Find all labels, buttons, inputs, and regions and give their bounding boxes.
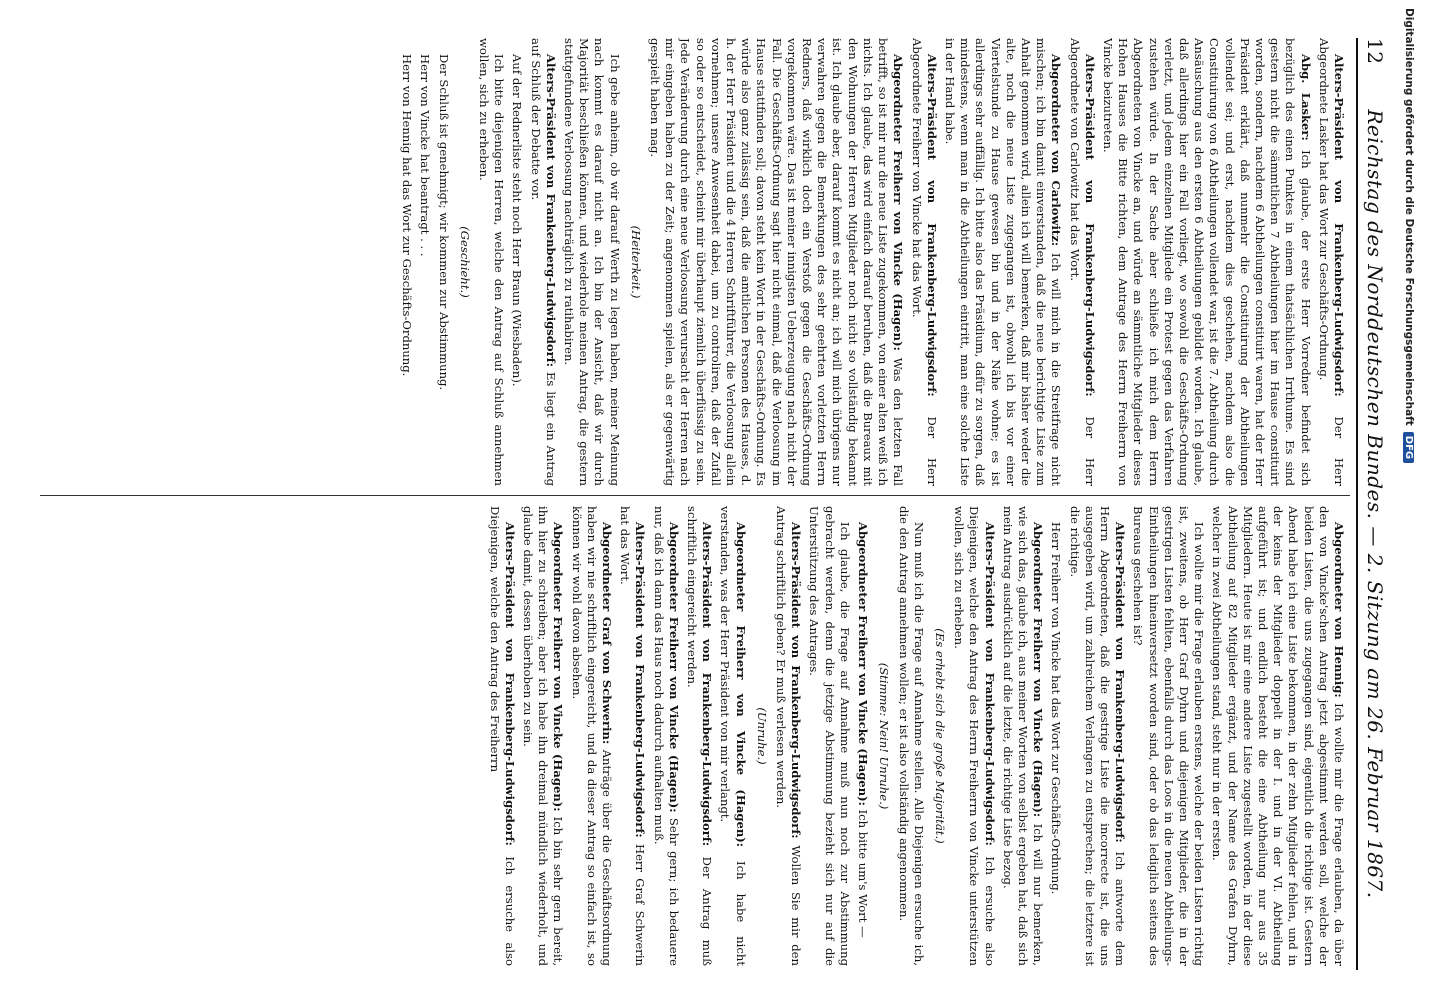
stage-direction: (Unruhe.) (754, 707, 769, 765)
speech-text: Der Antrag muß schriftlich eingereicht werden. (685, 506, 715, 966)
speech-paragraph (1066, 506, 1127, 966)
speech-paragraph (417, 38, 432, 486)
stage-direction: (Stimme: Nein! Unruhe.) (877, 662, 892, 810)
speech-text: Ich habe nicht verstanden, was der Herr Präsident von mir verlangt. (718, 506, 748, 966)
speech-text: Ich will nur bemerken, wie sich das, glaube ich, aus meiner Worten von selbst ergeben hat, daß sich mein Antrag ausdrücklich auf die letzte, die richtige Liste bezog. (1000, 506, 1046, 966)
speech-text: Sehr gern; ich bedauere nur, daß ich dann das Haus noch dadurch aufhalten muß. (651, 506, 681, 966)
speaker-name: Abgeordneter Freiherr von Vincke (Hagen): (891, 54, 906, 351)
speech-paragraph (1066, 38, 1096, 486)
speech-paragraph (895, 506, 925, 966)
speech-text: Ich bitte diejenigen Herren, welche den Antrag auf Schluß annehmen wollen, sich zu erheben. (477, 38, 507, 486)
speech-text: Der Schluß ist genehmigt; wir kommen zur Abstimmung. (436, 54, 451, 391)
speech-paragraph (509, 38, 524, 486)
stage-direction: (Heiterkeit.) (628, 225, 643, 299)
speaker-name: Abgeordneter Freiherr von Vincke (Hagen): (733, 522, 748, 848)
speech-paragraph (1100, 38, 1313, 486)
speaker-name: Abg. Lasker: (1298, 54, 1313, 141)
speech-paragraph (908, 38, 938, 486)
speech-paragraph (399, 38, 414, 486)
speech-text: Es liegt ein Antrag auf Schluß der Debatte vor. (528, 38, 558, 486)
speech-text: Ich bitte um's Wort — (856, 809, 871, 938)
speaker-name: Abgeordneter von Hennig: (1332, 522, 1346, 698)
speaker-name: Alters-Präsident von Frankenberg-Ludwigsdorf: (1082, 54, 1097, 397)
speech-text: Ich glaube, der erste Herr Vorredner befindet sich bezüglich des einen Punktes in einem thatsächlichen Irrthume. Es sind gestern nicht die sämmtlichen 7 Abtheilungen hier im Hause constituirt worden, sondern, nachdem 6 Abtheilungen constituirt waren, hat der Herr Präsident erklärt, daß nunmehr die Constituirung der Abtheilungen vollendet sei; und erst, nachdem dies geschehen, nachdem also die Constituirung von 6 Abtheilungen vollendet war, ist die 7. Abtheilung durch Ansäuschung aus den ersten 6 Abtheilungen gebildet worden. Ich glaube, daß allerdings hier ein Fall vorliegt, wo sowohl die Geschäfts-Ordnung verletzt, und jedem einzelnen Mitgliede ein Protest gegen das Verfahren zustehen würde. In der Sache aber schließe ich mich dem Herrn Abgeordneten von Vincke an, und würde an sämmtliche Mitglieder dieses Hohen Hauses die Bitte richten, dem Antrage des Herrn Freiherrn von Vincke beizutreten. (1100, 38, 1313, 486)
speech-paragraph (486, 506, 516, 966)
speaker-name: Abgeordneter von Carlowitz: (1049, 54, 1064, 247)
speaker-name: Alters-Präsident von Frankenberg-Ludwigsdorf: (543, 54, 558, 367)
speech-text: Ich bin sehr gern bereit, ihn hier zu schreiben; aber ich habe ihn dreimal mündlich wiederholt, und glaube damit, dessen überhoben zu sein. (521, 506, 566, 966)
speech-paragraph (684, 506, 714, 966)
page-header (1356, 38, 1392, 970)
speech-paragraph (650, 506, 680, 966)
speech-paragraph (1130, 506, 1206, 966)
speaker-name: Abgeordneter Graf von Schwerin: (600, 522, 615, 745)
speech-text: Der Herr Abgeordnete Freiherr von Vincke hat das Wort. (909, 38, 939, 486)
speaker-name: Alters-Präsident von Frankenberg-Ludwigsdorf: (502, 522, 517, 846)
text-column-left (30, 38, 1346, 486)
speech-paragraph (435, 38, 450, 486)
speech-paragraph (1000, 506, 1046, 966)
speech-text: Ich ersuche also Diejenigen, welche den Antrag des Freiherrn (487, 506, 517, 966)
speech-text: Ich gebe anheim, ob wir darauf Werth zu legen haben, meiner Meinung nach kommt es darauf nicht an. Ich bin der Ansicht, daß wir durch Majorität beschließen können, und wiederhole meinen Antrag, die gestern stattgefundene Verloosung nachträglich zu ratihabiren. (562, 38, 622, 486)
page-title: Reichstag des Norddeutschen Bundes. — 2. Sitzung am 26. Februar 1867. (1363, 109, 1387, 899)
stage-direction: (Geschieht.) (457, 226, 472, 298)
speaker-name: Alters-Präsident von Frankenberg-Ludwigsdorf: (700, 522, 715, 847)
speech-paragraph (806, 506, 852, 966)
speaker-name: Alters-Präsident von Frankenberg-Ludwigsdorf: (633, 522, 648, 838)
speech-text: Nun muß ich die Frage auf Annahme stellen. Alle Diejenigen ersuche ich, die den Antrag annehmen wollen; er ist also vollständig angenommen. (896, 506, 926, 966)
speaker-name: Abgeordneter Freiherr von Vincke (Hagen): (856, 522, 871, 806)
digitization-credit (1398, 8, 1420, 998)
speech-paragraph (476, 38, 506, 486)
stage-direction: (Es erhebt sich die große Majorität.) (932, 628, 947, 844)
speaker-name: Alters-Präsident von Frankenberg-Ludwigsdorf: (924, 54, 939, 397)
speech-paragraph (520, 506, 566, 966)
speech-paragraph (942, 38, 1064, 486)
speech-text: Herr von Vincke hat beantragt . . . (418, 54, 433, 257)
speaker-name: Alters-Präsident von Frankenberg-Ludwigsdorf: (1113, 522, 1128, 843)
speech-paragraph (617, 506, 647, 966)
speech-text: Herr Freiherr von Vincke hat das Wort zur Geschäfts-Ordnung. (1049, 522, 1064, 895)
speech-text: Ich ersuche also Diejenigen, welche den Antrag des Herrn Freiherrn von Vincke unterstützen wollen, sich zu erheben. (952, 506, 997, 966)
page-number: 12 (1363, 38, 1387, 65)
speech-text: Anträge über die Geschäftsordnung haben wir nie schriftlich eingereicht, und da dieser Antrag so einfach ist, so können wir wohl davon absehen. (569, 506, 615, 966)
speaker-name: Alters-Präsident von Frankenberg-Ludwigsdorf: (789, 522, 804, 839)
speech-paragraph (855, 506, 870, 966)
speech-paragraph (1209, 506, 1346, 966)
speech-text: Ich will mich in die Streitfrage nicht mischen; ich bin damit einverstanden, daß die neue berichtigte Liste zum Anhalt genommen wird, allein ich will bemerken, daß mir bisher weder die alte, noch die neue Liste zugegangen ist, obwohl ich bis vor einer Viertelstunde zu Hause gewesen bin und in der Nähe wohne; es ist allerdings sehr auffällig. Ich bitte also das Präsidium, dafür zu sorgen, daß mindestens, wenn man in die Abtheilungen eintritt, man eine solche Liste in der Hand habe. (942, 38, 1064, 486)
speech-paragraph (527, 38, 557, 486)
speaker-name: Abgeordneter Freiherr von Vincke (Hagen): (1031, 522, 1046, 818)
speech-text: Auf der Rednerliste steht noch Herr Braun (Wiesbaden). (510, 54, 525, 387)
speech-paragraph (773, 506, 803, 966)
speech-text: Der Herr Abgeordnete von Carlowitz hat das Wort. (1067, 38, 1097, 486)
speech-text: Herr Graf Schwerin hat das Wort. (618, 506, 648, 966)
digitization-note: Digitalisierung gefördert durch die Deutsche Forschungsgemeinschaft (1403, 8, 1415, 426)
speech-paragraph (1316, 38, 1346, 486)
speech-text: Wollen Sie mir den Antrag schriftlich geben? Er muß verlesen werden. (774, 506, 804, 966)
speech-paragraph (568, 506, 614, 966)
speech-paragraph (1048, 506, 1063, 966)
speech-text: Herr von Hennig hat das Wort zur Geschäfts-Ordnung. (400, 54, 415, 377)
speech-text: Ich wollte mir die Frage erlauben, da über den von Vincke'schen Antrag jetzt abgestimmt werden soll, welche der beiden Listen, die uns zugegangen sind, eigentlich die richtige ist. Gestern Abend habe ich eine Liste bekommen, in der zehn Mitglieder fehlen, und in der keins der Mitglieder doppelt in der I. und in der VI. Abtheilung aufgeführt ist; und endlich besteht die eine Abtheilung nur aus 35 Mitgliedern. Heute ist mir eine andere Liste zugestellt worden, in der diese Abtheilung auf 82 Mitglieder ergänzt, und der Name des Grafen Dyhrn, welcher in zwei Abtheilungen stand, steht nur in der ersten. (1210, 506, 1346, 966)
speech-text: Ich wollte mir die Frage erlauben erstens, welche der beiden Listen richtig ist, zweitens, ob Herr Graf Dyhrn und diejenigen Mitglieder, die in der gestrigen Listen fehlten, ebenfalls durch das Loos in die neuen Abtheilungs-Eintheilungen hineinversetzt worden sind, oder ob das lediglich seitens des Bureaus geschehen ist? (1131, 506, 1207, 966)
speaker-name: Alters-Präsident von Frankenberg-Ludwigsdorf: (982, 522, 997, 846)
speech-text: Ich glaube, die Frage auf Annahme muß nun noch zur Abstimmung gebracht werden, denn die jetzige Abstimmung bezieht sich nur auf die Unterstützung des Antrages. (807, 506, 852, 966)
speech-text: Der Herr Abgeordnete Lasker hat das Wort zur Geschäfts-Ordnung. (1316, 38, 1346, 486)
column-divider (40, 495, 1350, 496)
speaker-name: Abgeordneter Freiherr von Vincke (Hagen): (666, 522, 681, 813)
speech-paragraph (647, 38, 905, 486)
speech-paragraph (561, 38, 622, 486)
speech-paragraph (717, 506, 747, 966)
speech-paragraph (951, 506, 997, 966)
text-column-right (30, 506, 1346, 966)
speech-text: Ich antworte dem Herrn Abgeordneten, daß die gestrige Liste die incorrecte ist, die uns ausgegeben wird, um zahlreichem Verlangen zu entsprechen; die letztere ist die richtige. (1067, 506, 1128, 966)
speech-text: Was den letzten Fall betrifft, so ist mir nur die neue Liste zugekommen, von einer alten weiß ich nichts. Ich glaube, das wird einfach darauf beruhen, daß die Bureaux mit den Wohnungen der Herren Mitglieder noch nicht so vollständig bekannt ist. Ich glaube aber, darauf kommt es nicht an; ich will mich übrigens nur verwahren gegen die Bemerkungen des sehr geehrten vorletzten Herrn Redners, daß wirklich doch ein Verstoß gegen die Geschäfts-Ordnung vorgekommen wäre. Das ist meiner innigsten Ueberzeugung nach nicht der Fall. Die Geschäfts-Ordnung sagt hier nicht einmal, daß die Verloosung im Hause stattfinden soll; davon steht kein Wort in der Geschäfts-Ordnung. Es würde also ganz zulässig sein, daß die amtlichen Personen des Hauses, d. h. der Herr Präsident und die 4 Herren Schriftführer, die Verloosung allein vornehmen; unsere Anwesenheit dabei, um zu controliren, daß der Zufall so oder so entscheidet, scheint mir überhaupt ziemlich überflüssig zu sein. Jede Veränderung durch eine neue Verloosung verursacht der Herren nach mir eingeben haben zu der Zeit; angenommen spielen, als er gegenwärtig gespielt haben mag. (648, 38, 906, 486)
speaker-name: Alters-Präsident von Frankenberg-Ludwigsdorf: (1332, 54, 1346, 397)
speaker-name: Abgeordneter Freiherr von Vincke (Hagen): (551, 522, 566, 812)
dfg-logo: DFG (1404, 432, 1415, 463)
